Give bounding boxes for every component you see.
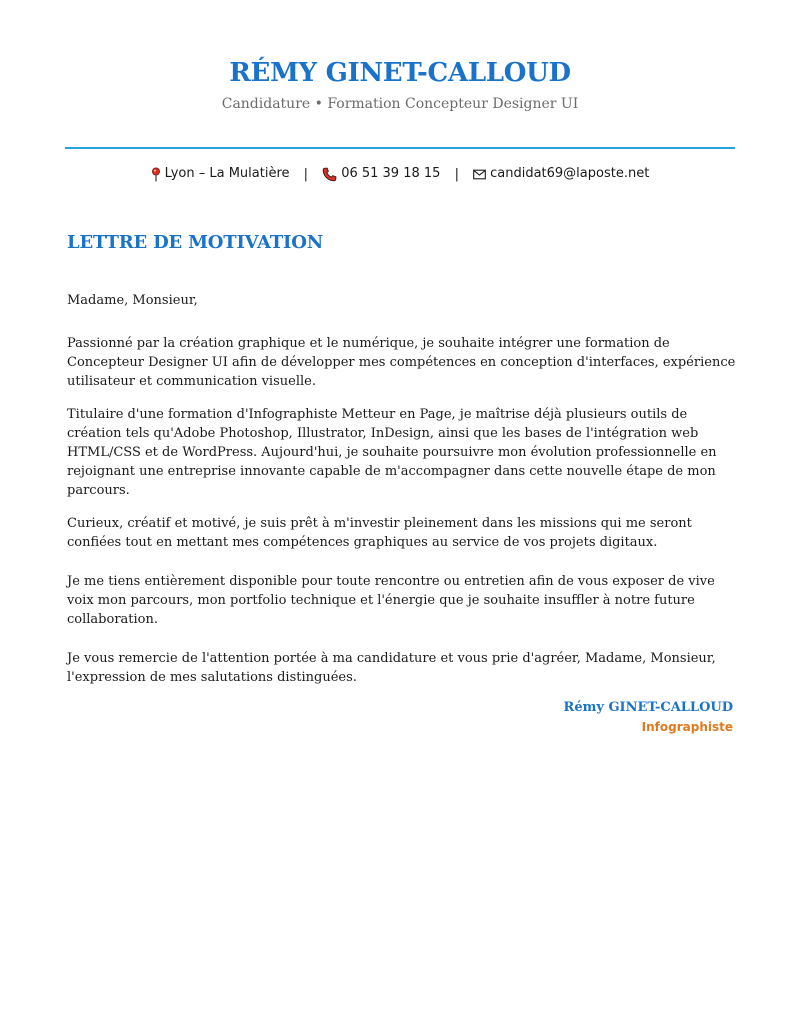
contact-bar — [0, 164, 800, 185]
letter-title: LETTRE DE MOTIVATION — [67, 232, 323, 253]
letter-salutation: Madame, Monsieur, — [67, 293, 198, 308]
contact-email-text: candidat69@laposte.net — [490, 166, 650, 181]
signature-block — [564, 698, 733, 736]
letter-body — [67, 291, 737, 687]
contact-phone-text: 06 51 39 18 15 — [341, 166, 441, 181]
letter-closing: Je vous remercie de l'attention portée à ma candidature et vous prie d'agréer, Madame, Monsieur, l'expression de mes salutations distinguées. — [67, 651, 716, 685]
contact-phone[interactable] — [322, 164, 440, 184]
letter-paragraph: Curieux, créatif et motivé, je suis prêt à m'investir pleinement dans les missions qui me seront confiées tout en mettant mes compétences graphiques au service de vos projets digitaux. — [67, 516, 692, 550]
candidate-subtitle: Candidature • Formation Concepteur Designer UI — [221, 96, 579, 112]
letter-paragraph: Je me tiens entièrement disponible pour toute rencontre ou entretien afin de vous exposer de vive voix mon parcours, mon portfolio technique et l'énergie que je souhaite insuffler à notre future collaboration. — [67, 574, 715, 627]
letter-header — [0, 57, 800, 114]
phone-icon — [322, 167, 337, 182]
contact-separator: | — [454, 166, 459, 182]
letter-paragraph: Titulaire d'une formation d'Infographiste Metteur en Page, je maîtrise déjà plusieurs outils de création tels qu'Adobe Photoshop, Illustrator, InDesign, ainsi que les bases de l'intégration web HTML/CSS et de WordPress. Aujourd'hui, je souhaite poursuivre mon évolution professionnelle en rejoignant une entreprise innovante capable de m'accompagner dans cette nouvelle étape de mon parcours. — [67, 407, 717, 498]
contact-location-text: Lyon – La Mulatière — [164, 166, 290, 181]
signature-name: Rémy GINET-CALLOUD — [563, 700, 733, 715]
envelope-icon — [473, 169, 486, 180]
map-pin-icon — [151, 167, 161, 182]
contact-separator: | — [303, 166, 309, 182]
contact-location — [151, 164, 290, 184]
signature-role: Infographiste — [641, 720, 733, 734]
letter-paragraph: Passionné par la création graphique et le numérique, je souhaite intégrer une formation de Concepteur Designer UI afin de développer mes compétences en conception d'interfaces, expérience utilisateur et communication visuelle. — [67, 336, 736, 389]
candidate-name: RÉMY GINET-CALLOUD — [229, 58, 571, 88]
header-divider — [65, 147, 735, 149]
contact-email[interactable] — [473, 164, 649, 184]
